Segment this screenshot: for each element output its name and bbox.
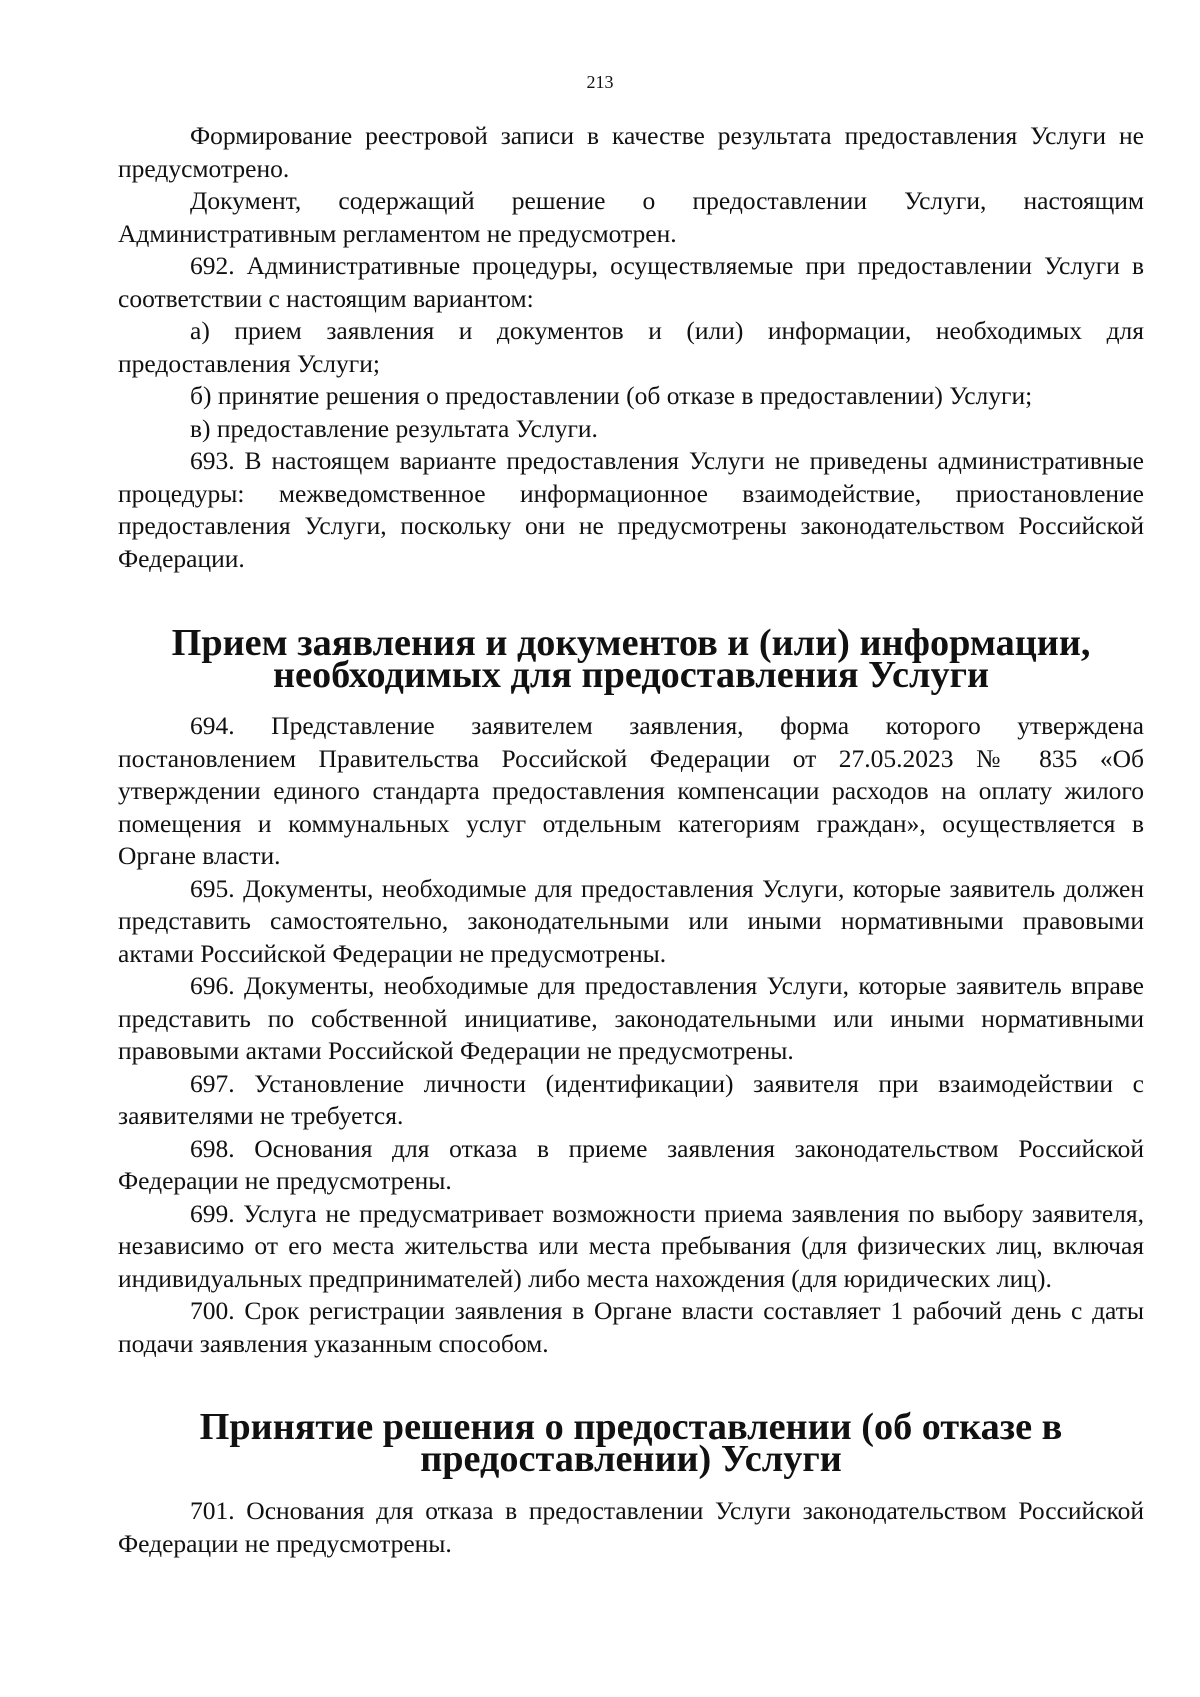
paragraph-698: 698. Основания для отказа в приеме заявления законодательством Российской Федерации не предусмотрены. [118, 1133, 1144, 1195]
section-spacer [118, 1360, 1144, 1411]
paragraph-registry-record: Формирование реестровой записи в качестве результата предоставления Услуги не предусмотрено. [118, 121, 1144, 183]
paragraph-695: 695. Документы, необходимые для предоставления Услуги, которые заявитель должен представить самостоятельно, законодательными или иными нормативными правовыми актами Российской Федерации не предусмотрены. [118, 873, 1144, 968]
list-item-a: а) прием заявления и документов и (или) информации, необходимых для предоставления Услуги; [118, 316, 1144, 378]
paragraph-697: 697. Установление личности (идентификации) заявителя при взаимодействии с заявителями не требуется. [118, 1068, 1144, 1130]
section-spacer [118, 575, 1144, 627]
page-number: 213 [586, 72, 614, 92]
paragraph-699: 699. Услуга не предусматривает возможности приема заявления по выбору заявителя, независимо от его места жительства или места пребывания (для физических лиц, включая индивидуальных предпринимателей) либо места нахождения (для юридических лиц). [118, 1198, 1144, 1293]
paragraph-700: 700. Срок регистрации заявления в Органе власти составляет 1 рабочий день с даты подачи заявления указанным способом. [118, 1296, 1144, 1358]
list-item-v: в) предоставление результата Услуги. [190, 413, 598, 443]
paragraph-decision-document: Документ, содержащий решение о предоставлении Услуги, настоящим Административным регламентом не предусмотрен. [118, 186, 1144, 248]
paragraph-701: 701. Основания для отказа в предоставлении Услуги законодательством Российской Федерации не предусмотрены. [118, 1496, 1144, 1558]
paragraph-692: 692. Административные процедуры, осуществляемые при предоставлении Услуги в соответствии с настоящим вариантом: [118, 251, 1144, 313]
section-heading-decision: Принятие решения о предоставлении (об отказе в предоставлении) Услуги [199, 1406, 1063, 1480]
list-item-b: б) принятие решения о предоставлении (об отказе в предоставлении) Услуги; [190, 381, 1033, 410]
paragraph-696: 696. Документы, необходимые для предоставления Услуги, которые заявитель вправе представить по собственной инициативе, законодательными или иными нормативными правовыми актами Российской Федерации не предусмотрены. [118, 971, 1144, 1065]
document-body [118, 120, 1144, 1560]
section-heading-application-intake: Прием заявления и документов и (или) информации, необходимых для предоставления Услуги [171, 622, 1091, 696]
paragraph-694: 694. Представление заявителем заявления, форма которого утверждена постановлением Правительства Российской Федерации от 27.05.2023 № 835 «Об утверждении единого стандарта предоставления компенсации расходов на оплату жилого помещения и коммунальных услуг отдельным категориям граждан», осуществляется в Органе власти. [118, 711, 1144, 870]
paragraph-693: 693. В настоящем варианте предоставления Услуги не приведены административные процедуры: межведомственное информационное взаимодействие, приостановление предоставления Услуги, поскольку они не предусмотрены законодательством Российской Федерации. [118, 446, 1144, 573]
